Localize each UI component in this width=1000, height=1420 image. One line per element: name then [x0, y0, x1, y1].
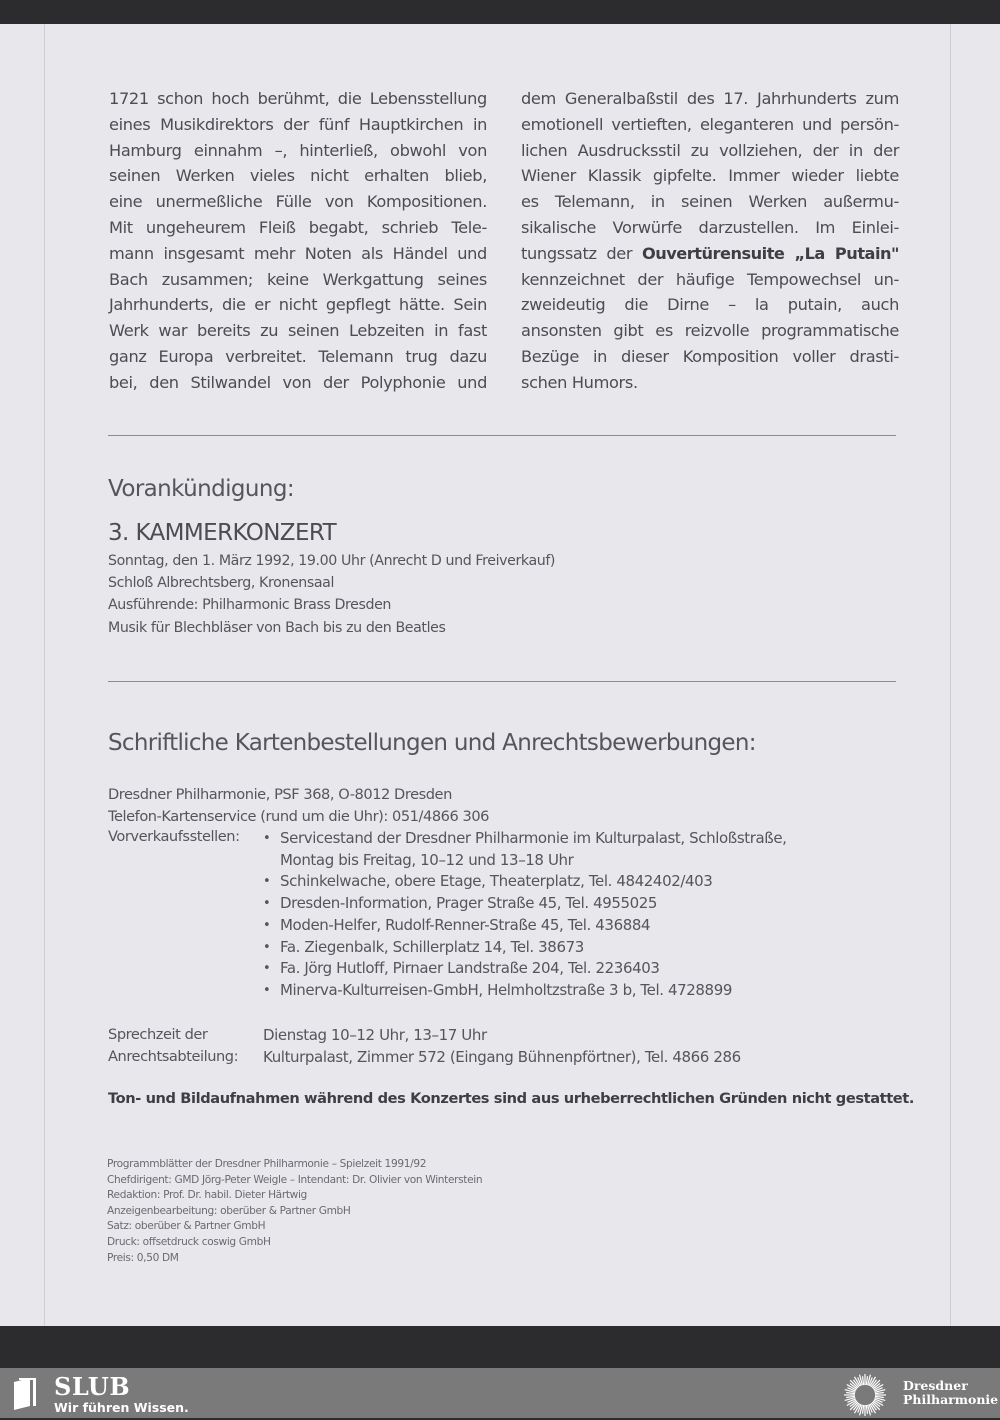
text-line: Bach zusammen; keine Werkgattung seines — [109, 269, 487, 289]
page-fold-right — [950, 24, 951, 1326]
office-hours — [263, 1024, 741, 1068]
logo-ray — [846, 1393, 855, 1394]
bullet-icon: • — [263, 961, 271, 977]
viewer-footer — [0, 1368, 1000, 1418]
bullet-icon: • — [263, 939, 271, 955]
recording-notice: Ton- und Bildaufnahmen während des Konzertes sind aus urheberrechtlichen Gründen nicht gestattet. — [108, 1090, 915, 1107]
logo-ray — [863, 1405, 864, 1414]
text-line: sikalische Vorwürfe darzustellen. Im Einlei- — [521, 217, 899, 237]
text-line: Wiener Klassik gipfelte. Immer wieder liebte — [521, 166, 899, 186]
slub-logo-icon[interactable] — [14, 1378, 40, 1410]
list-item: • Schinkelwache, obere Etage, Theaterplatz, Tel. 4842402/403 — [263, 871, 787, 893]
concert-venue: Schloß Albrechtsberg, Kronensaal — [108, 575, 334, 592]
concert-date: Sonntag, den 1. März 1992, 19.00 Uhr (Anrecht D und Freiverkauf) — [108, 553, 556, 569]
philharmonie-logo-icon[interactable] — [840, 1370, 890, 1420]
list-item: • Moden-Helfer, Rudolf-Renner-Straße 45, Tel. 436884 — [263, 915, 787, 937]
office-times: Dienstag 10–12 Uhr, 13–17 Uhr — [263, 1026, 487, 1044]
text-line: es Telemann, in seinen Werken außermu- — [521, 192, 899, 212]
list-item: • Dresden-Information, Prager Straße 45, Tel. 4955025 — [263, 893, 787, 915]
philharmonie-name[interactable]: Dresdner Philharmonie — [903, 1378, 999, 1407]
concert-title: 3. KAMMERKONZERT — [108, 520, 337, 546]
imprint — [107, 1157, 482, 1266]
text-line: schen Humors. — [521, 372, 638, 392]
logo-ray — [866, 1405, 867, 1414]
text-line: emotionell vertieften, eleganteren und persön- — [521, 114, 899, 134]
list-item: • Servicestand der Dresdner Philharmonie im Kulturpalast, Schloßstraße, — [263, 828, 787, 850]
work-title: Ouvertürensuite „La Putain" — [641, 243, 899, 263]
article-column-right — [521, 86, 899, 396]
text-line-with-title — [521, 241, 899, 267]
imprint-line: Satz: oberüber & Partner GmbH — [107, 1220, 266, 1233]
bullet-icon: • — [263, 896, 271, 912]
text-line: Bezüge in dieser Komposition voller drasti- — [521, 346, 899, 366]
imprint-line: Anzeigenbearbeitung: oberüber & Partner GmbH — [107, 1204, 351, 1217]
text-line: ansonsten gibt es reizvolle programmatische — [521, 321, 899, 341]
text-line: Mit ungeheurem Fleiß begabt, schrieb Tele- — [109, 217, 487, 237]
logo-ray — [846, 1396, 855, 1397]
text-prefix: tungssatz der — [521, 243, 642, 263]
list-item: • Fa. Ziegenbalk, Schillerplatz 14, Tel. 38673 — [263, 937, 787, 959]
concert-performers: Ausführende: Philharmonic Brass Dresden — [108, 597, 392, 614]
list-item: • Minerva-Kulturreisen-GmbH, Helmholtzstraße 3 b, Tel. 4728899 — [263, 980, 787, 1002]
list-item-continuation: Montag bis Freitag, 10–12 und 13–18 Uhr — [280, 850, 574, 869]
divider — [108, 681, 896, 682]
imprint-line: Preis: 0,50 DM — [107, 1251, 179, 1264]
ticket-contact — [108, 784, 489, 828]
divider — [108, 435, 896, 436]
text-line: Jahrhunderts, die er nicht gepflegt hätte. Sein — [109, 295, 487, 315]
logo-ray — [875, 1393, 884, 1394]
text-line: 1721 schon hoch berühmt, die Lebensstellung — [109, 89, 487, 108]
concert-program: Musik für Blechbläser von Bach bis zu den Beatles — [108, 619, 446, 636]
logo-ray — [866, 1376, 867, 1385]
text-line: eines Musikdirektors der fünf Hauptkirchen in — [109, 114, 487, 134]
logo-ray — [863, 1376, 864, 1385]
text-line: mann insgesamt mehr Noten als Händel und — [109, 243, 487, 263]
imprint-line: Redaktion: Prof. Dr. habil. Dieter Härtwig — [107, 1189, 307, 1202]
page-fold-left — [44, 24, 45, 1326]
text-line: dem Generalbaßstil des 17. Jahrhunderts zum — [521, 89, 899, 108]
text-line: zweideutig die Dirne – la putain, auch — [521, 295, 899, 315]
slub-tagline: Wir führen Wissen. — [54, 1400, 189, 1415]
slub-name[interactable]: SLUB — [54, 1372, 131, 1401]
text-line: kennzeichnet der häufige Tempowechsel un- — [521, 269, 899, 289]
text-line: ganz Europa verbreitet. Telemann trug dazu — [109, 346, 487, 366]
office-label: Sprechzeit der Anrechtsabteilung: — [108, 1026, 239, 1065]
text-line: lichen Ausdrucksstil zu vollziehen, der in der — [521, 140, 899, 160]
outlets-list — [263, 828, 787, 1002]
bullet-icon: • — [263, 874, 271, 890]
text-line: bei, den Stilwandel von der Polyphonie und — [109, 372, 487, 392]
imprint-line: Druck: offsetdruck coswig GmbH — [107, 1235, 271, 1248]
bullet-icon: • — [263, 917, 271, 933]
tickets-heading: Schriftliche Kartenbestellungen und Anrechtsbewerbungen: — [108, 730, 756, 756]
imprint-line: Chefdirigent: GMD Jörg-Peter Weigle – Intendant: Dr. Olivier von Winterstein — [107, 1173, 483, 1186]
concert-details — [108, 550, 555, 639]
phone-service: Telefon-Kartenservice (rund um die Uhr): 051/4866 306 — [108, 807, 490, 825]
postal-address: Dresdner Philharmonie, PSF 368, O-8012 Dresden — [108, 786, 452, 803]
logo-ray — [875, 1396, 884, 1397]
text-line: Werk war bereits zu seinen Lebzeiten in fast — [109, 321, 487, 341]
announcement-heading: Vorankündigung: — [108, 476, 295, 502]
bullet-icon: • — [263, 982, 271, 998]
bullet-icon: • — [263, 831, 271, 846]
text-line: seinen Werken vieles nicht erhalten blieb, — [109, 166, 487, 186]
article-column-left — [109, 86, 487, 396]
list-item: • Fa. Jörg Hutloff, Pirnaer Landstraße 204, Tel. 2236403 — [263, 958, 787, 980]
outlets-label: Vorverkaufsstellen: — [108, 828, 240, 845]
office-location: Kulturpalast, Zimmer 572 (Eingang Bühnenpförtner), Tel. 4866 286 — [263, 1048, 741, 1066]
text-line: Hamburg einnahm –, hinterließ, obwohl von — [109, 140, 487, 160]
imprint-line: Programmblätter der Dresdner Philharmonie – Spielzeit 1991/92 — [107, 1158, 427, 1170]
text-line: eine unermeßliche Fülle von Kompositionen. — [109, 192, 487, 212]
